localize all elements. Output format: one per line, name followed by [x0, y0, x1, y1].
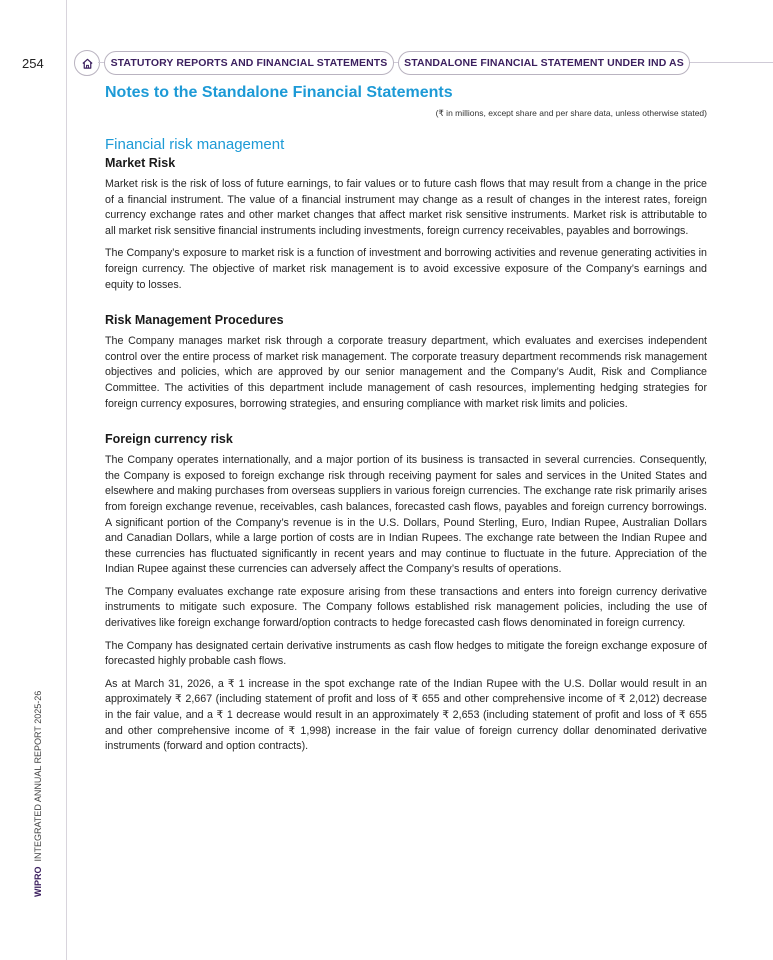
home-icon	[81, 57, 94, 70]
nav-pill-standalone-statement[interactable]: STANDALONE FINANCIAL STATEMENT UNDER IND AS	[398, 51, 690, 75]
nav-pill-statutory-reports[interactable]: STATUTORY REPORTS AND FINANCIAL STATEMENTS	[104, 51, 394, 75]
section-title: Financial risk management	[105, 136, 285, 153]
brand-name: WIPRO	[33, 866, 43, 897]
sidebar-report-label	[33, 691, 43, 897]
main-content	[105, 136, 707, 762]
fx-risk-paragraph-4: As at March 31, 2026, a ₹ 1 increase in the spot exchange rate of the Indian Rupee with the U.S. Dollar would result in an approximately ₹ 2,667 (including statement of profit and loss of ₹ 655 and other comprehensive income of ₹ 2,012) decrease in the fair value, and a ₹ 1 decrease would result in an approximately ₹ 2,653 (including statement of profit and loss of ₹ 655 and other comprehensive income of ₹ 1,998) increase in the fair value of foreign currency dollar denominated derivative instruments (forward and option contracts).	[105, 677, 707, 753]
fx-risk-paragraph-3: The Company has designated certain derivative instruments as cash flow hedges to mitigate the foreign exchange exposure of forecasted highly probable cash flows.	[105, 639, 707, 668]
page-title: Notes to the Standalone Financial Statements	[105, 84, 453, 101]
market-risk-paragraph-1: Market risk is the risk of loss of future earnings, to fair values or to future cash flows that may result from a change in the price of a financial instrument. The value of a financial instrument may change as a result of changes in the interest rates, foreign currency exchange rates and other market changes that affect market risk sensitive instruments. Market risk is attributable to all market risk sensitive financial instruments including investments, foreign currency receivables, payables and borrowings.	[105, 178, 707, 237]
market-risk-heading: Market Risk	[105, 156, 176, 170]
fx-risk-paragraph-1: The Company operates internationally, and a major portion of its business is transacted in several currencies. Consequently, the Company is exposed to foreign exchange risk through receiving payment for sales and services in the United States and elsewhere and making purchases from overseas suppliers in various foreign currencies. The exchange rate risk primarily arises from foreign exchange revenue, receivables, cash balances, forecasted cash flows, payables and foreign currency borrowings. A significant portion of the Company’s revenue is in the U.S. Dollars, Pound Sterling, Euro, Indian Rupee, Australian Dollars and Canadian Dollars, while a large portion of costs are in Indian Rupees. The exchange rate between the Indian Rupee and these currencies has fluctuated significantly in recent years and may continue to fluctuate in the future. Appreciation of the Indian Rupee against these currencies can adversely affect the Company’s results of operations.	[105, 454, 707, 576]
risk-procedures-paragraph: The Company manages market risk through a corporate treasury department, which evaluates and exercises independent control over the entire process of market risk management. The corporate treasury department recommends risk management objectives and policies, which are approved by our senior management and the Company’s Audit, Risk and Compliance Committee. The activities of this department include management of cash resources, implementing hedging strategies for foreign currency exposures, borrowing strategies, and ensuring compliance with market risk limits and policies.	[105, 335, 707, 410]
market-risk-paragraph-2: The Company’s exposure to market risk is a function of investment and borrowing activities and revenue generating activities in foreign currency. The objective of market risk management is to avoid excessive exposure of the Company’s earnings and equity to losses.	[105, 247, 707, 291]
report-name: INTEGRATED ANNUAL REPORT 2025-26	[33, 690, 43, 862]
fx-risk-heading: Foreign currency risk	[105, 432, 233, 447]
page-number: 254	[22, 56, 44, 71]
page-spine-line	[66, 0, 67, 960]
fx-risk-paragraph-2: The Company evaluates exchange rate exposure arising from these transactions and enters into foreign currency derivative instruments to mitigate such exposure. The Company follows established risk management policies, including the use of derivatives like foreign exchange forward/option contracts to hedge forecasted cash flows denominated in foreign currency.	[105, 585, 707, 630]
unit-note: (₹ in millions, except share and per share data, unless otherwise stated)	[435, 108, 707, 118]
risk-procedures-heading: Risk Management Procedures	[105, 313, 284, 328]
home-button[interactable]	[74, 50, 100, 76]
